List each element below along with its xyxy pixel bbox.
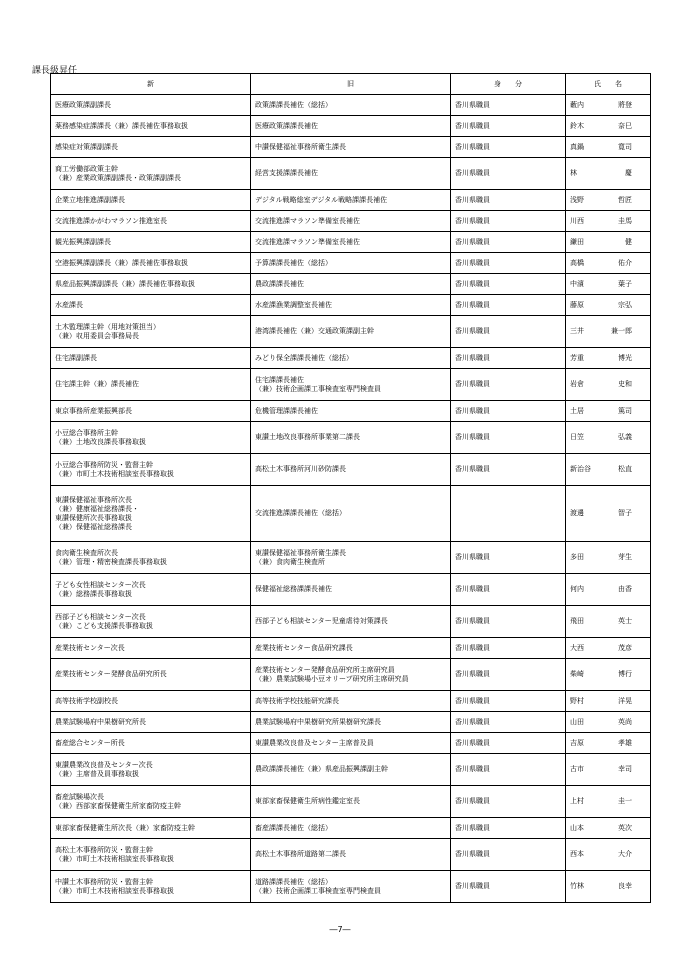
cell-new-post: 東京事務所産業振興部長: [51, 401, 251, 422]
cell-name: [566, 190, 651, 211]
cell-old-post: 東讃土地改良事務所事業第二課長: [251, 422, 451, 454]
cell-new-post: 東讃保健福祉事務所次長 （兼）健康福祉総務課長・ 東讃保健所次長事務取扱 （兼）保健福祉総務課長: [51, 486, 251, 542]
cell-status: 香川県職員: [451, 786, 566, 818]
cell-old-post: 農業試験場府中果樹研究所果樹研究課長: [251, 712, 451, 733]
surname: 大西: [570, 643, 584, 652]
cell-status: 香川県職員: [451, 211, 566, 232]
cell-status: 香川県職員: [451, 871, 566, 903]
table-row: [51, 116, 651, 137]
cell-name: [566, 839, 651, 871]
cell-old-post: 東讃農業改良普及センター主席普及員: [251, 733, 451, 754]
surname: 新治谷: [570, 465, 591, 473]
cell-new-post: 産業技術センター発酵食品研究所長: [51, 659, 251, 691]
given-name: 奈巳: [618, 121, 632, 130]
table-row: [51, 486, 651, 542]
cell-old-post: 経営支援課課長補佐: [251, 158, 451, 190]
surname: 三井: [570, 327, 584, 335]
cell-status: [451, 486, 566, 542]
given-name: 智子: [618, 509, 632, 517]
given-name: 篤司: [618, 406, 632, 415]
column-header-status: 身 分: [451, 74, 566, 95]
table-row: [51, 606, 651, 638]
cell-name: [566, 158, 651, 190]
cell-name: [566, 211, 651, 232]
table-row: [51, 542, 651, 574]
cell-new-post: 高等技術学校副校長: [51, 691, 251, 712]
table-row: [51, 659, 651, 691]
surname: 山本: [570, 823, 584, 832]
table-row: [51, 422, 651, 454]
cell-old-post: 危機管理課課長補佐: [251, 401, 451, 422]
surname: 岩倉: [570, 380, 584, 388]
given-name: 博行: [618, 670, 632, 678]
given-name: 兼一郎: [611, 327, 632, 335]
cell-new-post: 小豆総合事務所防災・監督主幹 （兼）市町土木技術相談室長事務取扱: [51, 454, 251, 486]
table-row: [51, 574, 651, 606]
cell-old-post: 東部家畜保健衛生所病性鑑定室長: [251, 786, 451, 818]
surname: 土居: [570, 406, 584, 415]
cell-new-post: 土木監理課主幹（用地対策担当） （兼）収用委員会事務局長: [51, 316, 251, 348]
table-row: [51, 818, 651, 839]
cell-status: 香川県職員: [451, 422, 566, 454]
table-body: [51, 95, 651, 903]
cell-status: 香川県職員: [451, 137, 566, 158]
cell-name: [566, 638, 651, 659]
given-name: 哲匠: [618, 195, 632, 204]
surname: 多田: [570, 553, 584, 561]
surname: 浅野: [570, 195, 584, 204]
surname: 西本: [570, 850, 584, 858]
cell-name: [566, 712, 651, 733]
cell-status: 香川県職員: [451, 158, 566, 190]
surname: 柴崎: [570, 670, 584, 678]
cell-status: 香川県職員: [451, 754, 566, 786]
given-name: 孝雄: [618, 738, 632, 747]
table-row: [51, 274, 651, 295]
cell-name: [566, 786, 651, 818]
cell-old-post: 高松土木事務所河川砂防課長: [251, 454, 451, 486]
given-name: 英尚: [618, 717, 632, 726]
cell-status: 香川県職員: [451, 369, 566, 401]
cell-old-post: 中讃保健福祉事務所衛生課長: [251, 137, 451, 158]
cell-old-post: 交流推進課マラソン準備室長補佐: [251, 211, 451, 232]
table-row: [51, 754, 651, 786]
surname: 川西: [570, 216, 584, 225]
cell-status: 香川県職員: [451, 712, 566, 733]
personnel-table: [50, 73, 651, 903]
cell-status: 香川県職員: [451, 733, 566, 754]
cell-status: 香川県職員: [451, 232, 566, 253]
column-header-new: 新: [51, 74, 251, 95]
cell-new-post: 子ども女性相談センター次長 （兼）総務課長事務取扱: [51, 574, 251, 606]
cell-old-post: 水産課漁業調整室長補佐: [251, 295, 451, 316]
given-name: 幸司: [618, 765, 632, 773]
cell-old-post: 住宅課課長補佐 （兼）技術企画課工事検査室専門検査員: [251, 369, 451, 401]
table-row: [51, 733, 651, 754]
surname: 真鍋: [570, 142, 584, 151]
cell-new-post: 農業試験場府中果樹研究所長: [51, 712, 251, 733]
surname: 芳重: [570, 353, 584, 362]
cell-new-post: 観光振興課副課長: [51, 232, 251, 253]
page-number: ―7―: [329, 925, 351, 934]
table-row: [51, 839, 651, 871]
given-name: 芽生: [618, 553, 632, 561]
cell-old-post: 西部子ども相談センター児童虐待対策課長: [251, 606, 451, 638]
cell-status: 香川県職員: [451, 401, 566, 422]
table-row: [51, 454, 651, 486]
cell-name: [566, 295, 651, 316]
cell-status: 香川県職員: [451, 116, 566, 137]
table-row: [51, 211, 651, 232]
table-header-row: [51, 74, 651, 95]
given-name: 松直: [618, 465, 632, 473]
cell-new-post: 医療政策課副課長: [51, 95, 251, 116]
table-row: [51, 369, 651, 401]
cell-name: [566, 542, 651, 574]
cell-status: 香川県職員: [451, 253, 566, 274]
surname: 鎌田: [570, 237, 584, 246]
table-row: [51, 401, 651, 422]
cell-name: [566, 348, 651, 369]
surname: 野村: [570, 696, 584, 705]
table-row: [51, 232, 651, 253]
table-row: [51, 786, 651, 818]
surname: 渡邊: [570, 509, 584, 517]
given-name: 將登: [618, 100, 632, 109]
cell-new-post: 高松土木事務所防災・監督主幹 （兼）市町土木技術相談室長事務取扱: [51, 839, 251, 871]
table-row: [51, 253, 651, 274]
cell-name: [566, 733, 651, 754]
cell-old-post: 政策課課長補佐（総括）: [251, 95, 451, 116]
surname: 山田: [570, 717, 584, 726]
cell-status: 香川県職員: [451, 839, 566, 871]
surname: 竹林: [570, 882, 584, 890]
given-name: 由香: [618, 585, 632, 593]
cell-new-post: 畜産試験場次長 （兼）西部家畜保健衛生所家畜防疫主幹: [51, 786, 251, 818]
surname: 藪内: [570, 100, 584, 109]
surname: 飛田: [570, 617, 584, 625]
cell-status: 香川県職員: [451, 348, 566, 369]
cell-name: [566, 659, 651, 691]
surname: 日笠: [570, 433, 584, 441]
cell-old-post: 保健福祉総務課課長補佐: [251, 574, 451, 606]
given-name: 茂彦: [618, 643, 632, 652]
given-name: 英次: [618, 823, 632, 832]
given-name: 洋晃: [618, 696, 632, 705]
cell-new-post: 中讃土木事務所防災・監督主幹 （兼）市町土木技術相談室長事務取扱: [51, 871, 251, 903]
cell-old-post: 産業技術センター食品研究課長: [251, 638, 451, 659]
given-name: 英士: [618, 617, 632, 625]
cell-status: 香川県職員: [451, 574, 566, 606]
cell-name: [566, 871, 651, 903]
cell-name: [566, 454, 651, 486]
cell-old-post: 農政課課長補佐（兼）県産品振興課副主幹: [251, 754, 451, 786]
table-row: [51, 95, 651, 116]
cell-new-post: 水産課長: [51, 295, 251, 316]
cell-old-post: 高等技術学校技能研究課長: [251, 691, 451, 712]
surname: 藤原: [570, 300, 584, 309]
cell-name: [566, 232, 651, 253]
given-name: 弘義: [618, 433, 632, 441]
given-name: 葉子: [618, 279, 632, 288]
cell-new-post: 感染症対策課副課長: [51, 137, 251, 158]
cell-old-post: 畜産課課長補佐（総括）: [251, 818, 451, 839]
cell-name: [566, 691, 651, 712]
cell-status: 香川県職員: [451, 638, 566, 659]
surname: 古市: [570, 765, 584, 773]
cell-old-post: 交流推進課マラソン準備室長補佐: [251, 232, 451, 253]
table-row: [51, 316, 651, 348]
cell-new-post: 住宅課副課長: [51, 348, 251, 369]
cell-status: 香川県職員: [451, 691, 566, 712]
cell-old-post: 産業技術センター発酵食品研究所主席研究員 （兼）農業試験場小豆オリーブ研究所主席研究員: [251, 659, 451, 691]
cell-new-post: 薬務感染症課課長（兼）課長補佐事務取扱: [51, 116, 251, 137]
cell-status: 香川県職員: [451, 818, 566, 839]
column-header-name: 氏 名: [566, 74, 651, 95]
surname: 高橋: [570, 258, 584, 267]
given-name: 大介: [618, 850, 632, 858]
table-row: [51, 190, 651, 211]
table-row: [51, 712, 651, 733]
cell-name: [566, 574, 651, 606]
cell-old-post: 道路課課長補佐（総括） （兼）技術企画課工事検査室専門検査員: [251, 871, 451, 903]
cell-old-post: 農政課課長補佐: [251, 274, 451, 295]
given-name: 宗弘: [618, 300, 632, 309]
given-name: 慶: [625, 169, 632, 177]
cell-new-post: 西部子ども相談センター次長 （兼）こども支援課長事務取扱: [51, 606, 251, 638]
cell-old-post: デジタル戦略総室デジタル戦略課課長補佐: [251, 190, 451, 211]
cell-old-post: 東讃保健福祉事務所衛生課長 （兼）食肉衛生検査所: [251, 542, 451, 574]
cell-name: [566, 606, 651, 638]
cell-name: [566, 486, 651, 542]
table-row: [51, 691, 651, 712]
given-name: 博光: [618, 353, 632, 362]
surname: 上村: [570, 797, 584, 805]
table-row: [51, 137, 651, 158]
cell-new-post: 空港振興課副課長（兼）課長補佐事務取扱: [51, 253, 251, 274]
cell-new-post: 食肉衛生検査所次長 （兼）管理・精密検査課長事務取扱: [51, 542, 251, 574]
cell-new-post: 企業立地推進課副課長: [51, 190, 251, 211]
cell-old-post: みどり保全課課長補佐（総括）: [251, 348, 451, 369]
cell-name: [566, 316, 651, 348]
surname: 林: [570, 169, 577, 177]
given-name: 健: [625, 237, 632, 246]
cell-name: [566, 137, 651, 158]
given-name: 圭馬: [618, 216, 632, 225]
cell-name: [566, 818, 651, 839]
cell-status: 香川県職員: [451, 295, 566, 316]
surname: 中濱: [570, 279, 584, 288]
table-row: [51, 638, 651, 659]
cell-name: [566, 95, 651, 116]
cell-new-post: 商工労働部政策主幹 （兼）産業政策課副課長・政策課副課長: [51, 158, 251, 190]
cell-name: [566, 401, 651, 422]
given-name: 圭一: [618, 797, 632, 805]
cell-old-post: 高松土木事務所道路第二課長: [251, 839, 451, 871]
cell-new-post: 畜産総合センター所長: [51, 733, 251, 754]
cell-old-post: 医療政策課課長補佐: [251, 116, 451, 137]
cell-new-post: 東讃農業改良普及センター次長 （兼）主席普及員事務取扱: [51, 754, 251, 786]
surname: 吉原: [570, 738, 584, 747]
cell-name: [566, 116, 651, 137]
cell-old-post: 予算課課長補佐（総括）: [251, 253, 451, 274]
cell-status: 香川県職員: [451, 606, 566, 638]
surname: 鈴木: [570, 121, 584, 130]
cell-status: 香川県職員: [451, 95, 566, 116]
cell-old-post: 港湾課長補佐（兼）交通政策課副主幹: [251, 316, 451, 348]
table-row: [51, 348, 651, 369]
given-name: 良幸: [618, 882, 632, 890]
given-name: 史和: [618, 380, 632, 388]
cell-new-post: 産業技術センター次長: [51, 638, 251, 659]
column-header-old: 旧: [251, 74, 451, 95]
cell-name: [566, 754, 651, 786]
cell-new-post: 東部家畜保健衛生所次長（兼）家畜防疫主幹: [51, 818, 251, 839]
cell-new-post: 交流推進課かがわマラソン推進室長: [51, 211, 251, 232]
cell-status: 香川県職員: [451, 542, 566, 574]
cell-status: 香川県職員: [451, 190, 566, 211]
cell-new-post: 県産品振興課副課長（兼）課長補佐事務取扱: [51, 274, 251, 295]
table-row: [51, 158, 651, 190]
cell-name: [566, 253, 651, 274]
given-name: 佑介: [618, 258, 632, 267]
cell-name: [566, 274, 651, 295]
surname: 何内: [570, 585, 584, 593]
cell-status: 香川県職員: [451, 316, 566, 348]
cell-new-post: 住宅課主幹（兼）課長補佐: [51, 369, 251, 401]
cell-old-post: 交流推進課課長補佐（総括）: [251, 486, 451, 542]
given-name: 寛司: [618, 142, 632, 151]
cell-name: [566, 369, 651, 401]
cell-name: [566, 422, 651, 454]
cell-status: 香川県職員: [451, 274, 566, 295]
cell-new-post: 小豆総合事務所主幹 （兼）土地改良課長事務取扱: [51, 422, 251, 454]
section-heading: 課長級昇任: [32, 66, 78, 76]
cell-status: 香川県職員: [451, 659, 566, 691]
table-row: [51, 871, 651, 903]
table-row: [51, 295, 651, 316]
cell-status: 香川県職員: [451, 454, 566, 486]
